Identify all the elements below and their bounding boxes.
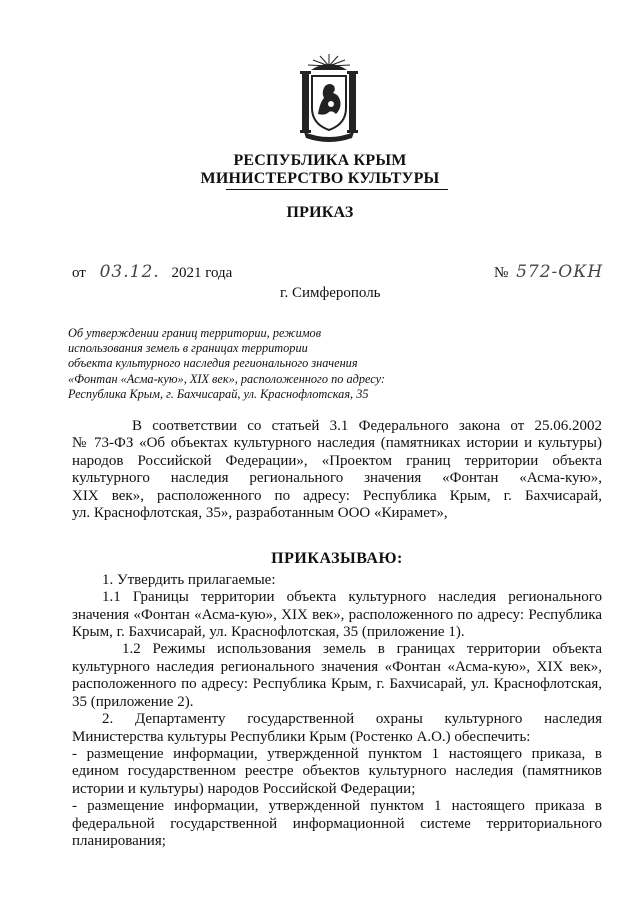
order-number: [494, 262, 603, 282]
item-line: федеральной государственной информационной системе территориального: [72, 815, 602, 832]
date-prefix: от: [72, 265, 86, 281]
preamble-line: В соответствии со статьей 3.1 Федерального закона от 25.06.2002: [132, 418, 602, 434]
item-line: планирования;: [72, 832, 166, 849]
item-line: 2. Департаменту государственной охраны культурного наследия: [102, 711, 602, 728]
item-1-1: [72, 589, 602, 641]
date-year: 2021 года: [171, 265, 233, 281]
item-2: [72, 711, 602, 746]
title-line: объекта культурного наследия регионального значения: [68, 356, 358, 371]
item-line: культурного наследия регионального значения «Фонтан «Асма-кую», XIX век»,: [72, 658, 602, 675]
crimea-coat-of-arms-icon: [298, 52, 360, 142]
item-1: [72, 572, 602, 589]
city: г. Симферополь: [280, 285, 381, 301]
item-line: Крым, г. Бахчисарай, ул. Краснофлотская, 35 (приложение 1).: [72, 624, 465, 641]
order-title: [68, 326, 408, 402]
date-line: [72, 262, 232, 282]
preamble-line: культурного наследия регионального значения «Фонтан «Асма-кую»,: [72, 470, 602, 487]
ministry-heading: МИНИСТЕРСТВО КУЛЬТУРЫ: [200, 170, 440, 187]
item-2-bullet-1: [72, 746, 602, 798]
document-type-heading: ПРИКАЗ: [286, 204, 354, 221]
item-line: истории и культуры) народов Российской Федерации;: [72, 780, 416, 797]
item-line: - размещение информации, утвержденной пунктом 1 настоящего приказа в: [72, 798, 602, 815]
item-line: расположенного по адресу: Республика Крым, г. Бахчисарай, ул. Краснофлотская,: [72, 676, 602, 693]
header-underline: [226, 189, 448, 190]
item-1-2: [72, 641, 602, 711]
item-line: 1.2 Режимы использования земель в границах территории объекта: [122, 641, 602, 658]
preamble-line: № 73-ФЗ «Об объектах культурного наследия (памятниках истории и культуры): [72, 435, 602, 452]
item-line: 1.1 Границы территории объекта культурного наследия регионального: [102, 589, 602, 606]
preamble-line: XIX век», расположенного по адресу: Республика Крым, г. Бахчисарай,: [72, 487, 602, 504]
item-line: 35 (приложение 2).: [72, 693, 194, 710]
item-2-bullet-2: [72, 798, 602, 850]
region-heading: РЕСПУБЛИКА КРЫМ: [233, 152, 407, 169]
item-line: 1. Утвердить прилагаемые:: [102, 571, 276, 588]
title-line: Республика Крым, г. Бахчисарай, ул. Краснофлотская, 35: [68, 386, 369, 401]
handwritten-date: 03.12.: [99, 262, 160, 282]
number-prefix: №: [494, 265, 509, 281]
title-line: использования земель в границах территории: [68, 341, 308, 356]
preamble-line: народов Российской Федерации», «Проектом границ территории объекта: [72, 452, 602, 469]
item-line: Министерства культуры Республики Крым (Ростенко А.О.) обеспечить:: [72, 728, 531, 745]
handwritten-number: 572-ОКН: [516, 262, 604, 282]
title-line: Об утверждении границ территории, режимов: [68, 326, 322, 340]
preamble-line: ул. Краснофлотская, 35», разработанным ООО «Кирамет»,: [72, 505, 448, 522]
item-line: - размещение информации, утвержденной пунктом 1 настоящего приказа, в: [72, 745, 602, 762]
title-line: «Фонтан «Асма-кую», XIX век», расположенного по адресу:: [68, 371, 386, 386]
item-line: едином государственном реестре объектов культурного наследия (памятников: [72, 763, 602, 780]
item-line: значения «Фонтан «Асма-кую», XIX век», расположенного по адресу: Республика: [72, 606, 602, 623]
order-heading: ПРИКАЗЫВАЮ:: [271, 550, 403, 568]
preamble: [72, 418, 602, 522]
document-body: [72, 418, 602, 850]
